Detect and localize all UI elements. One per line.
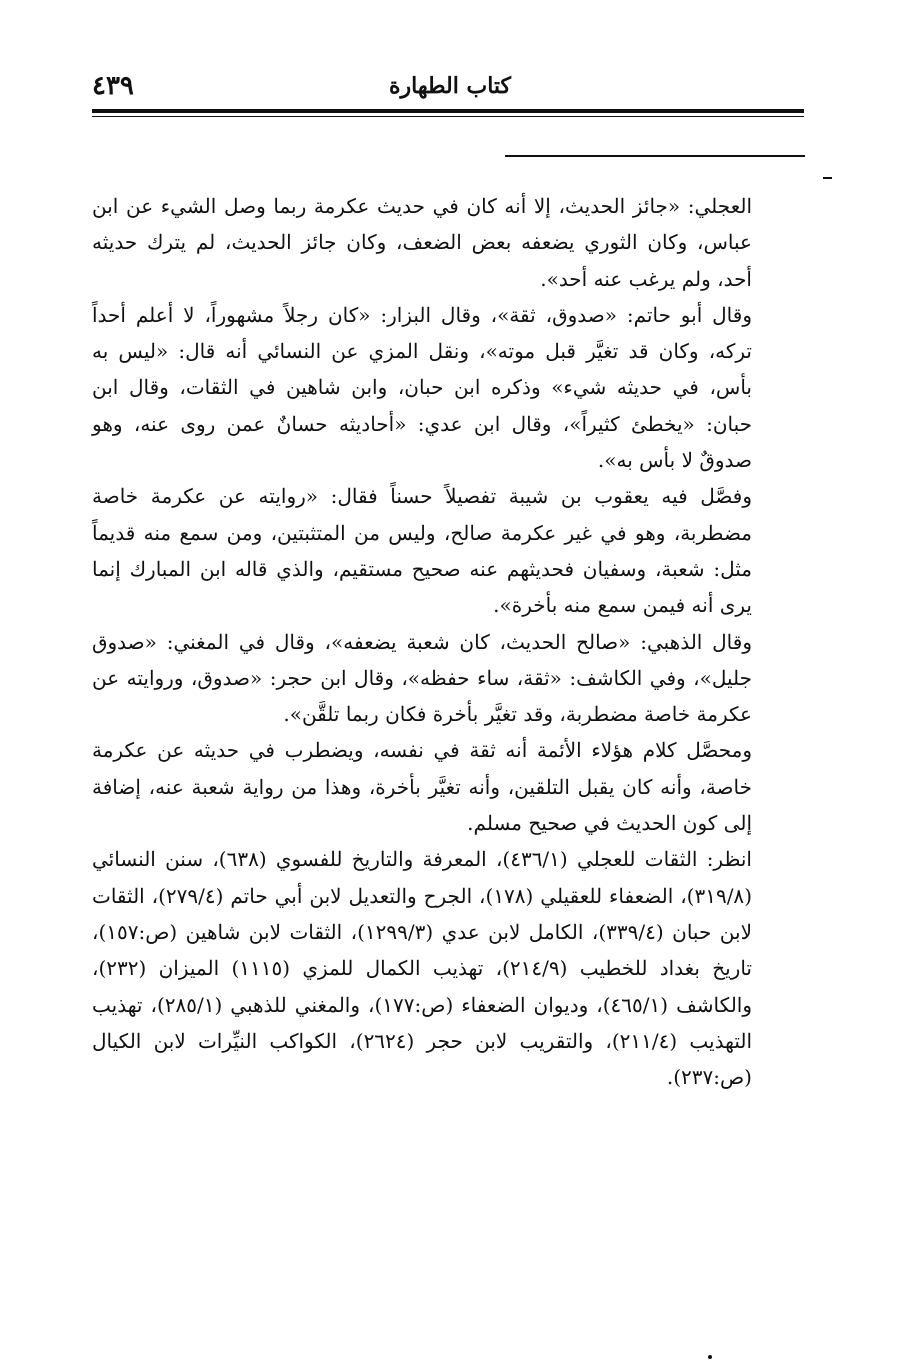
header-rule-thick [92, 109, 804, 113]
running-title: كتاب الطهارة [388, 73, 512, 99]
footnote-paragraph-yaqub: وفصَّل فيه يعقوب بن شيبة تفصيلاً حسناً فقال: «روايته عن عكرمة خاصة مضطربة، وهو في غير عكرمة صالح، وليس من المتثبتين، ومن سمع منه قديماً مثل: شعبة، وسفيان فحديثهم عنه صحيح مستقيم، والذي قاله ابن المبارك إنما يرى أنه فيمن سمع منه بأخرة». [92, 484, 752, 618]
footnote-separator [505, 155, 805, 157]
footnote-paragraph-abu-hatim: وقال أبو حاتم: «صدوق، ثقة»، وقال البزار: «كان رجلاً مشهوراً، لا أعلم أحداً تركه، وكان قد تغيَّر قبل موته»، ونقل المزي عن النسائي أنه قال: «ليس به بأس، في حديثه شيء» وذكره ابن حبان، وابن شاهين في الثقات، وقال ابن حبان: «يخطئ كثيراً»، وقال ابن عدي: «أحاديثه حسانٌ عمن روى عنه، وهو صدوقٌ لا بأس به». [92, 302, 752, 473]
header-rule-thin [92, 116, 804, 117]
margin-mark [823, 177, 832, 179]
page-number: ٤٣٩ [92, 71, 134, 101]
footnote-paragraph-ijli: العجلي: «جائز الحديث، إلا أنه كان في حديث عكرمة ربما وصل الشيء عن ابن عباس، وكان الثوري يضعفه بعض الضعف، وكان جائز الحديث، لم يترك حديثه أحد، ولم يرغب عنه أحد». [92, 194, 752, 291]
footnote-paragraph-summary: ومحصَّل كلام هؤلاء الأئمة أنه ثقة في نفسه، ويضطرب في حديثه عن عكرمة خاصة، وأنه كان يقبل التلقين، وأنه تغيَّر بأخرة، وهذا من رواية شعبة عنه، إضافة إلى كون الحديث في صحيح مسلم. [92, 738, 752, 836]
bottom-dot [708, 1355, 712, 1359]
footnote-paragraph-references: انظر: الثقات للعجلي (٤٣٦/١)، المعرفة والتاريخ للفسوي (٦٣٨)، سنن النسائي (٣١٩/٨)، الضعفاء للعقيلي (١٧٨)، الجرح والتعديل لابن أبي حاتم (٢٧٩/٤)، الثقات لابن حبان (٣٣٩/٤)، الكامل لابن عدي (١٢٩٩/٣)، الثقات لابن شاهين (ص:١٥٧)، تاريخ بغداد للخطيب (٢١٤/٩)، تهذيب الكمال للمزي (١١١٥) الميزان (٢٣٢)، والكاشف (٤٦٥/١)، وديوان الضعفاء (ص:١٧٧)، والمغني للذهبي (٢٨٥/١)، تهذيب التهذيب (٢١١/٤)، والتقريب لابن حجر (٢٦٢٤)، الكواكب النيِّرات لابن الكيال (ص:٢٣٧). [92, 847, 752, 1090]
footnote-body [92, 188, 752, 1095]
footnote-paragraph-dhahabi: وقال الذهبي: «صالح الحديث، كان شعبة يضعفه»، وقال في المغني: «صدوق جليل»، وفي الكاشف: «ثقة، ساء حفظه»، وقال ابن حجر: «صدوق، وروايته عن عكرمة خاصة مضطربة، وقد تغيَّر بأخرة فكان ربما تلقَّن». [92, 629, 752, 727]
